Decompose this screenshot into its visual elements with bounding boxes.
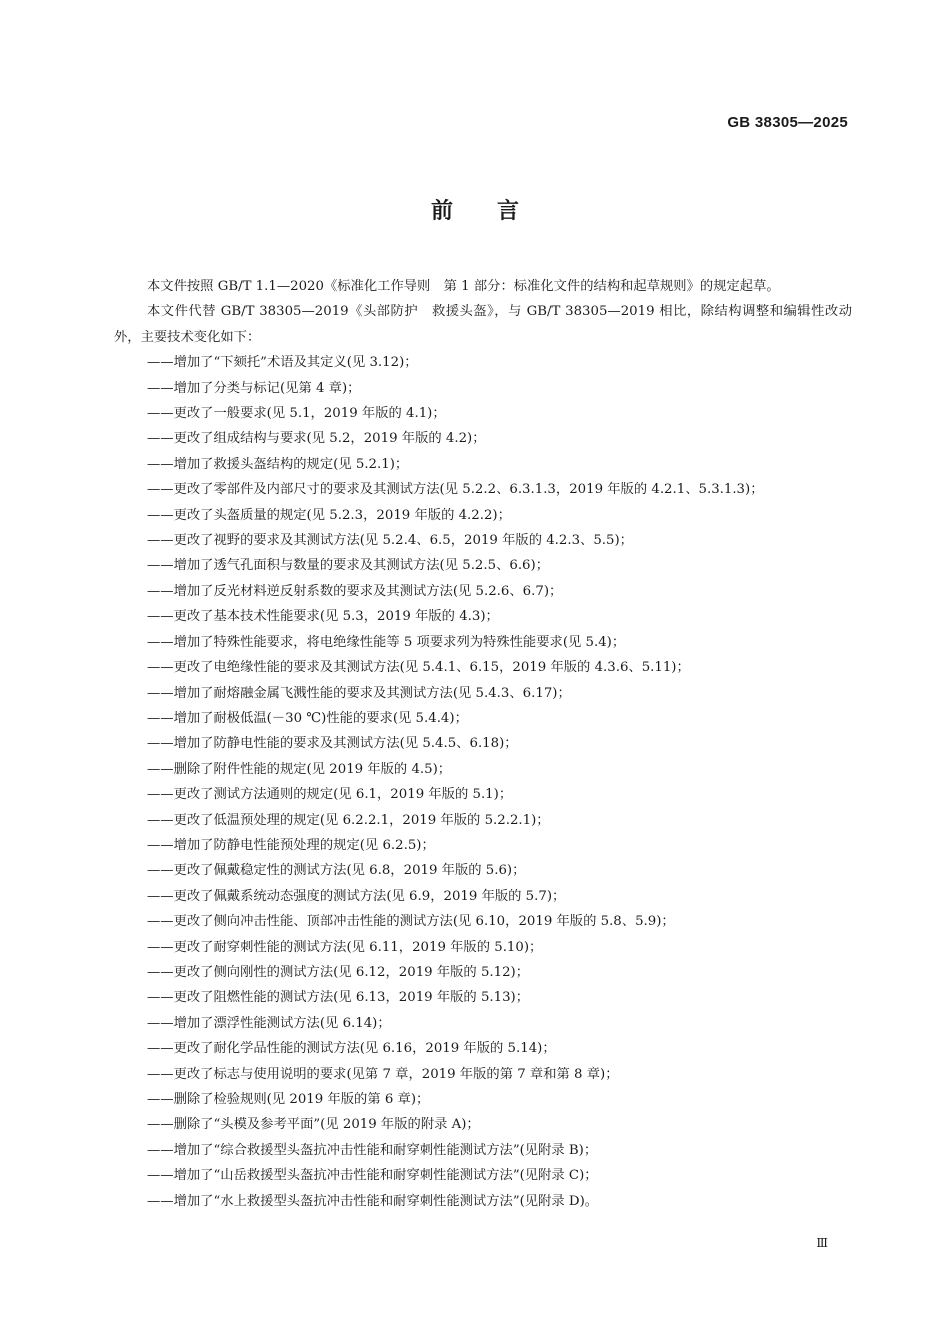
change-list-item: ——更改了组成结构与要求(见 5.2，2019 年版的 4.2)； [147, 431, 486, 447]
change-list-item: ——更改了标志与使用说明的要求(见第 7 章，2019 年版的第 7 章和第 8 章)； [147, 1066, 619, 1082]
change-list-item: ——更改了零部件及内部尺寸的要求及其测试方法(见 5.2.2、6.3.1.3，2019 年版的 4.2.1、5.3.1.3)； [147, 482, 764, 498]
change-list-item: ——增加了漂浮性能测试方法(见 6.14)； [147, 1015, 391, 1031]
change-list-item: ——增加了“下颏托”术语及其定义(见 3.12)； [147, 355, 418, 371]
change-list-item: ——更改了耐穿刺性能的测试方法(见 6.11，2019 年版的 5.10)； [147, 939, 543, 955]
standard-code: GB 38305—2025 [727, 114, 848, 131]
change-list-item: ——增加了特殊性能要求，将电绝缘性能等 5 项要求列为特殊性能要求(见 5.4)； [147, 634, 626, 650]
change-list-item: ——增加了救援头盔结构的规定(见 5.2.1)； [147, 456, 409, 472]
change-list-item: ——增加了防静电性能的要求及其测试方法(见 5.4.5、6.18)； [147, 736, 518, 752]
change-list-item: ——更改了阻燃性能的测试方法(见 6.13，2019 年版的 5.13)； [147, 990, 530, 1006]
change-list-item: ——增加了透气孔面积与数量的要求及其测试方法(见 5.2.5、6.6)； [147, 558, 550, 574]
change-list-item: ——删除了附件性能的规定(见 2019 年版的 4.5)； [147, 761, 452, 777]
change-list-item: ——增加了耐极低温(－30 ℃)性能的要求(见 5.4.4)； [147, 710, 468, 726]
change-list-item: ——删除了检验规则(见 2019 年版的第 6 章)； [147, 1092, 430, 1107]
change-list-item: ——增加了反光材料逆反射系数的要求及其测试方法(见 5.2.6、6.7)； [147, 583, 563, 599]
change-list-item: ——更改了耐化学品性能的测试方法(见 6.16，2019 年版的 5.14)； [147, 1041, 556, 1057]
document-body [114, 274, 852, 1214]
change-list-item: ——增加了“综合救援型头盔抗冲击性能和耐穿刺性能测试方法”(见附录 B)； [147, 1142, 598, 1158]
change-list-item: ——更改了测试方法通则的规定(见 6.1，2019 年版的 5.1)； [147, 787, 513, 803]
change-list-item: ——删除了“头模及参考平面”(见 2019 年版的附录 A)； [147, 1117, 480, 1133]
page-title: 前言 [430, 199, 563, 224]
change-list-item: ——更改了佩戴稳定性的测试方法(见 6.8，2019 年版的 5.6)； [147, 863, 526, 879]
page-number: Ⅲ [816, 1236, 828, 1250]
change-list-item: ——更改了低温预处理的规定(见 6.2.2.1，2019 年版的 5.2.2.1)； [147, 812, 550, 828]
replacement-paragraph: 本文件代替 GB/T 38305—2019《头部防护 救援头盔》，与 GB/T 38305—2019 相比，除结构调整和编辑性改动外，主要技术变化如下： [114, 304, 852, 345]
technical-changes-list [114, 350, 852, 1214]
change-list-item: ——更改了基本技术性能要求(见 5.3，2019 年版的 4.3)； [147, 609, 499, 625]
change-list-item: ——更改了电绝缘性能的要求及其测试方法(见 5.4.1、6.15，2019 年版的 4.3.6、5.11)； [147, 660, 690, 676]
change-list-item: ——更改了侧向刚性的测试方法(见 6.12，2019 年版的 5.12)； [147, 964, 530, 980]
change-list-item: ——更改了一般要求(见 5.1，2019 年版的 4.1)； [147, 406, 446, 422]
change-list-item: ——增加了分类与标记(见第 4 章)； [147, 380, 361, 396]
intro-paragraph: 本文件按照 GB/T 1.1—2020《标准化工作导则 第 1 部分：标准化文件的结构和起草规则》的规定起草。 [147, 279, 780, 294]
change-list-item: ——更改了头盔质量的规定(见 5.2.3，2019 年版的 4.2.2)； [147, 507, 511, 523]
change-list-item: ——增加了耐熔融金属飞溅性能的要求及其测试方法(见 5.4.3、6.17)； [147, 685, 571, 701]
change-list-item: ——增加了“水上救援型头盔抗冲击性能和耐穿刺性能测试方法”(见附录 D)。 [147, 1193, 599, 1209]
change-list-item: ——增加了防静电性能预处理的规定(见 6.2.5)； [147, 837, 435, 853]
change-list-item: ——增加了“山岳救援型头盔抗冲击性能和耐穿刺性能测试方法”(见附录 C)； [147, 1168, 598, 1184]
change-list-item: ——更改了佩戴系统动态强度的测试方法(见 6.9，2019 年版的 5.7)； [147, 888, 566, 904]
change-list-item: ——更改了侧向冲击性能、顶部冲击性能的测试方法(见 6.10，2019 年版的 5.8、5.9)； [147, 914, 675, 930]
change-list-item: ——更改了视野的要求及其测试方法(见 5.2.4、6.5，2019 年版的 4.2.3、5.5)； [147, 533, 633, 549]
